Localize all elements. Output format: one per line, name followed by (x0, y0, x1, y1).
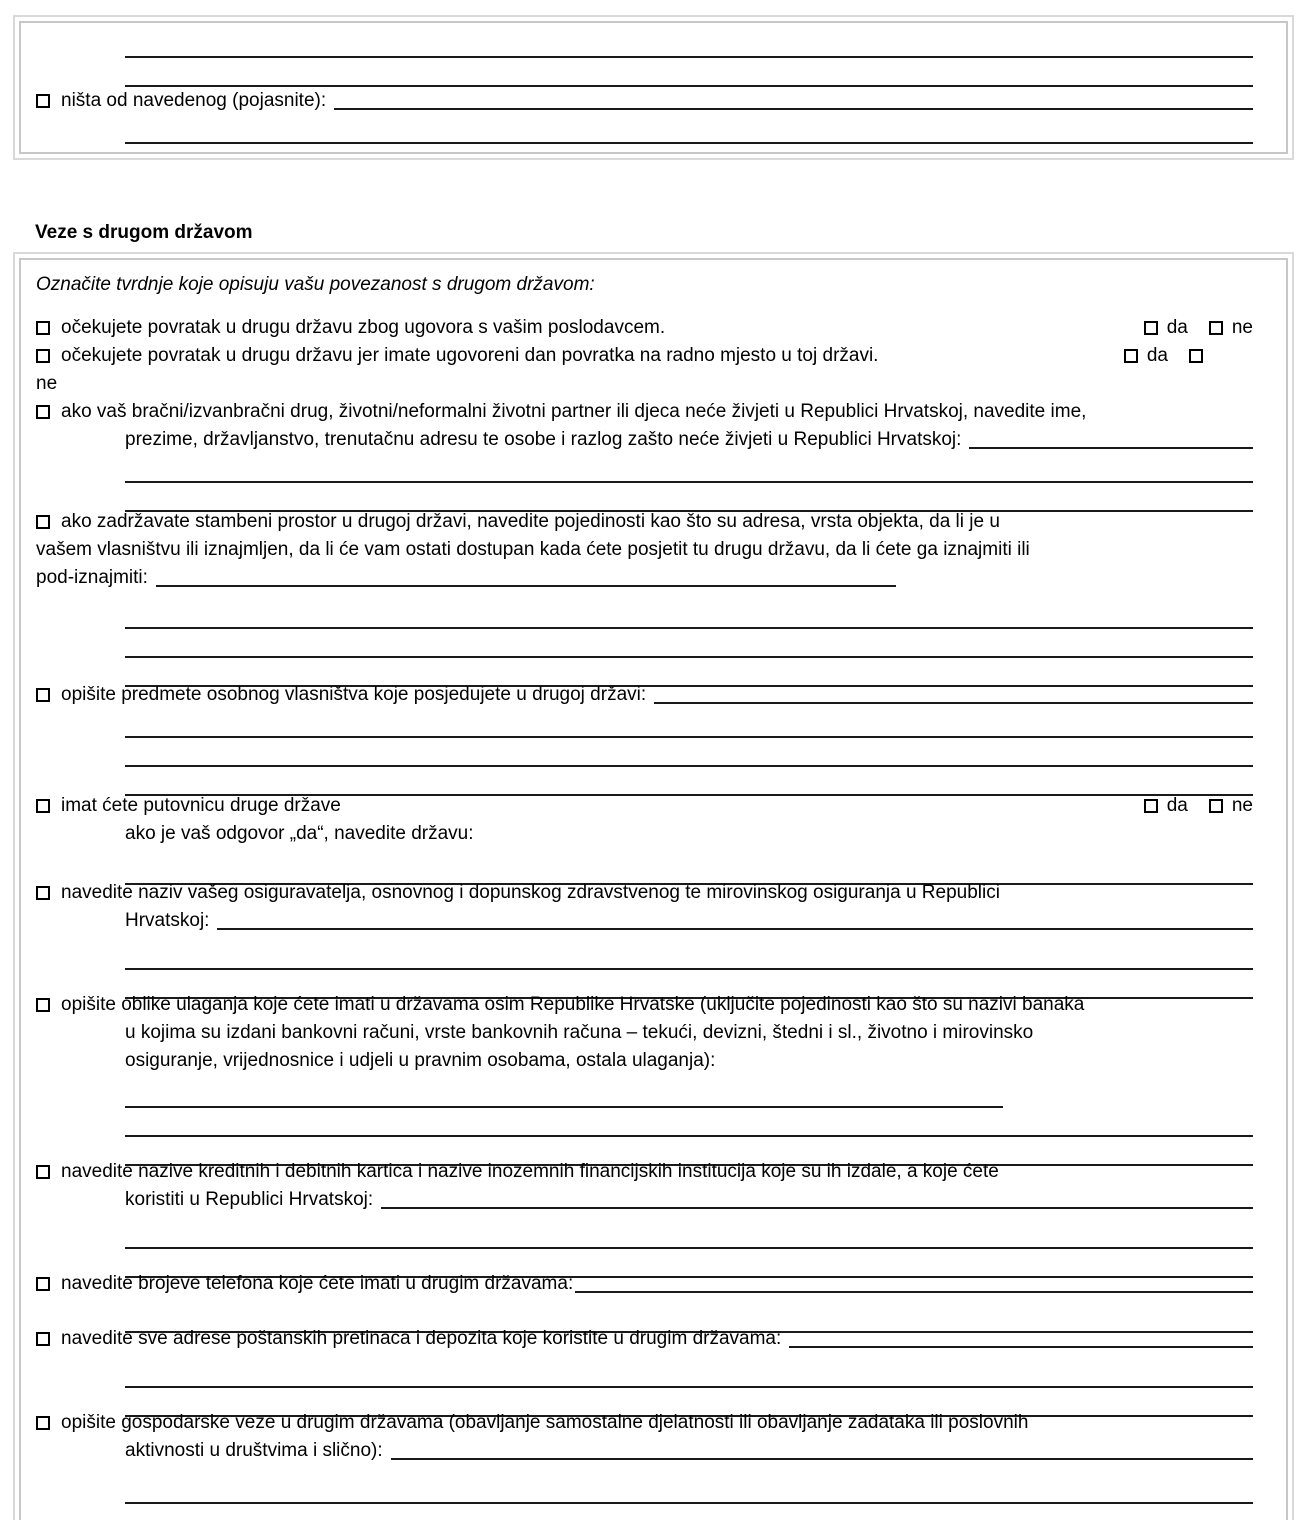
question-insurance-line2-row (36, 907, 1253, 935)
question-cards-line2-row (36, 1186, 1253, 1214)
write-in-line[interactable] (125, 600, 1253, 629)
write-in-line[interactable] (156, 585, 896, 587)
question-housing-line2: vašem vlasništvu ili iznajmljen, da li će vam ostati dostupan kada ćete posjetit tu drugu državu, da li ćete ga iznajmiti ili (36, 539, 1030, 560)
checkbox-family[interactable] (36, 405, 50, 419)
question-housing (36, 508, 1253, 536)
question-investments (36, 991, 1253, 1019)
question-mailboxes (36, 1325, 1253, 1353)
checkbox-housing[interactable] (36, 515, 50, 529)
question-passport (36, 792, 1253, 820)
passport-yes-no (1144, 795, 1253, 817)
question-investments-line1: opišite oblike ulaganja koje ćete imati u državama osim Republike Hrvatske (uključite pojedinosti kao što su nazivi banaka (61, 994, 1085, 1015)
return-contract-yes-no (1144, 317, 1253, 339)
question-housing-line3: pod-iznajmiti: (36, 567, 148, 588)
checkbox-return-contract[interactable] (36, 321, 50, 335)
checkbox-business[interactable] (36, 1416, 50, 1430)
checkbox-cards[interactable] (36, 1165, 50, 1179)
question-mailboxes-label: navedite sve adrese poštanskih pretinaca i depozita koje koristite u drugim državama: (61, 1328, 782, 1349)
question-return-contract-label: očekujete povratak u drugu državu zbog ugovora s vašim poslodavcem. (61, 317, 666, 338)
write-in-line[interactable] (125, 1079, 1003, 1108)
question-business-line2-row (36, 1437, 1253, 1465)
write-in-line[interactable] (125, 454, 1253, 483)
question-investments-line2-row (36, 1019, 1253, 1047)
question-phones-label: navedite brojeve telefona koje ćete imati u drugim državama: (61, 1273, 574, 1294)
question-insurance-line1: navedite naziv vašeg osiguravatelja, osnovnog i dopunskog zdravstvenog te mirovinskog osiguranja u Republici (61, 882, 1000, 903)
write-in-line[interactable] (125, 1475, 1253, 1504)
previous-answers-box (13, 15, 1294, 160)
write-in-line[interactable] (391, 1458, 1253, 1460)
question-investments-line3-row (36, 1047, 1253, 1075)
question-family-line1: ako vaš bračni/izvanbračni drug, životni/neformalni životni partner ili djeca neće živjeti u Republici Hrvatskoj, navedite ime, (61, 401, 1087, 422)
write-in-line[interactable] (125, 115, 1253, 144)
write-in-line[interactable] (125, 29, 1253, 58)
question-passport-line2-row (36, 820, 1253, 848)
previous-answers-box-inner (19, 21, 1288, 154)
section-heading: Veze s drugom državom (35, 222, 253, 243)
none-of-above-row (36, 87, 1253, 115)
checkbox-insurance[interactable] (36, 886, 50, 900)
write-in-line[interactable] (125, 1108, 1253, 1137)
instruction-row (36, 270, 1253, 300)
da-label: da (1166, 317, 1188, 338)
question-cards (36, 1158, 1253, 1186)
question-business (36, 1409, 1253, 1437)
question-investments-line3: osiguranje, vrijednosnice i udjeli u pravnim osobama, ostala ulaganja): (125, 1050, 716, 1071)
question-phones (36, 1270, 1253, 1298)
checkbox-passport-da[interactable] (1144, 799, 1158, 813)
question-personal-property (36, 681, 1253, 709)
write-in-line[interactable] (125, 58, 1253, 87)
question-investments-line2: u kojima su izdani bankovni računi, vrste bankovnih računa – tekući, devizni, štedni i sl., životno i mirovinsko (125, 1022, 1034, 1043)
checkbox-passport-ne[interactable] (1209, 799, 1223, 813)
question-business-line2: aktivnosti u društvima i slično): (125, 1440, 383, 1461)
write-in-line[interactable] (125, 941, 1253, 970)
question-family-line2: prezime, državljanstvo, trenutačnu adresu te osobe i razlog zašto neće živjeti u Republici Hrvatskoj: (125, 429, 962, 450)
checkbox-return-date-ne[interactable] (1189, 349, 1203, 363)
return-date-yes-no (1124, 345, 1253, 367)
ne-label: ne (1231, 795, 1253, 816)
checkbox-return-date-da[interactable] (1124, 349, 1138, 363)
question-family (36, 398, 1253, 426)
question-housing-line3-row (36, 564, 1253, 592)
question-insurance-line2: Hrvatskoj: (125, 910, 210, 931)
write-in-line[interactable] (125, 629, 1253, 658)
question-insurance (36, 879, 1253, 907)
write-in-line[interactable] (969, 447, 1253, 449)
ties-other-country-box-inner (19, 258, 1288, 1520)
instruction-text: Označite tvrdnje koje opisuju vašu povezanost s drugom državom: (36, 274, 595, 295)
checkbox-return-contract-da[interactable] (1144, 321, 1158, 335)
write-in-line[interactable] (334, 108, 1253, 110)
write-in-line[interactable] (125, 738, 1253, 767)
write-in-line[interactable] (789, 1346, 1253, 1348)
checkbox-phones[interactable] (36, 1277, 50, 1291)
write-in-line[interactable] (125, 1504, 1253, 1520)
write-in-line[interactable] (381, 1207, 1253, 1209)
checkbox-return-date[interactable] (36, 349, 50, 363)
question-passport-label: imat ćete putovnicu druge države (61, 795, 341, 816)
write-in-line[interactable] (654, 702, 1253, 704)
da-label: da (1166, 795, 1188, 816)
checkbox-mailboxes[interactable] (36, 1332, 50, 1346)
question-business-line1: opišite gospodarske veze u drugim državama (obavljanje samostalne djelatnosti ili obavljanje zadataka ili poslovnih (61, 1412, 1029, 1433)
question-return-contract (36, 314, 1253, 342)
question-return-date (36, 342, 1253, 370)
question-return-date-label: očekujete povratak u drugu državu jer imate ugovoreni dan povratka na radno mjesto u toj državi. (61, 345, 879, 366)
ties-other-country-box (13, 252, 1294, 1520)
question-cards-line2: koristiti u Republici Hrvatskoj: (125, 1189, 374, 1210)
question-cards-line1: navedite nazive kreditnih i debitnih kartica i nazive inozemnih financijskih institucija koje su ih izdale, a koje ćete (61, 1161, 999, 1182)
question-personal-property-label: opišite predmete osobnog vlasništva koje posjedujete u drugoj državi: (61, 684, 647, 705)
checkbox-return-contract-ne[interactable] (1209, 321, 1223, 335)
checkbox-personal-property[interactable] (36, 688, 50, 702)
write-in-line[interactable] (217, 928, 1253, 930)
question-family-line2-row (36, 426, 1253, 454)
write-in-line[interactable] (125, 709, 1253, 738)
checkbox-investments[interactable] (36, 998, 50, 1012)
write-in-line[interactable] (575, 1291, 1253, 1293)
da-label: da (1146, 345, 1168, 366)
write-in-line[interactable] (125, 1359, 1253, 1388)
ne-wrapped-label: ne (36, 373, 58, 394)
checkbox-none-of-above[interactable] (36, 94, 50, 108)
none-of-above-label: ništa od navedenog (pojasnite): (61, 90, 327, 111)
question-housing-line1: ako zadržavate stambeni prostor u drugoj državi, navedite pojedinosti kao što su adresa, vrsta objekta, da li je u (61, 511, 1000, 532)
question-housing-line2-row (36, 536, 1253, 564)
checkbox-passport[interactable] (36, 799, 50, 813)
question-return-date-wrapped-ne (36, 370, 1253, 398)
ne-label: ne (1231, 317, 1253, 338)
question-passport-line2: ako je vaš odgovor „da“, navedite državu: (125, 823, 474, 844)
write-in-line[interactable] (125, 1220, 1253, 1249)
